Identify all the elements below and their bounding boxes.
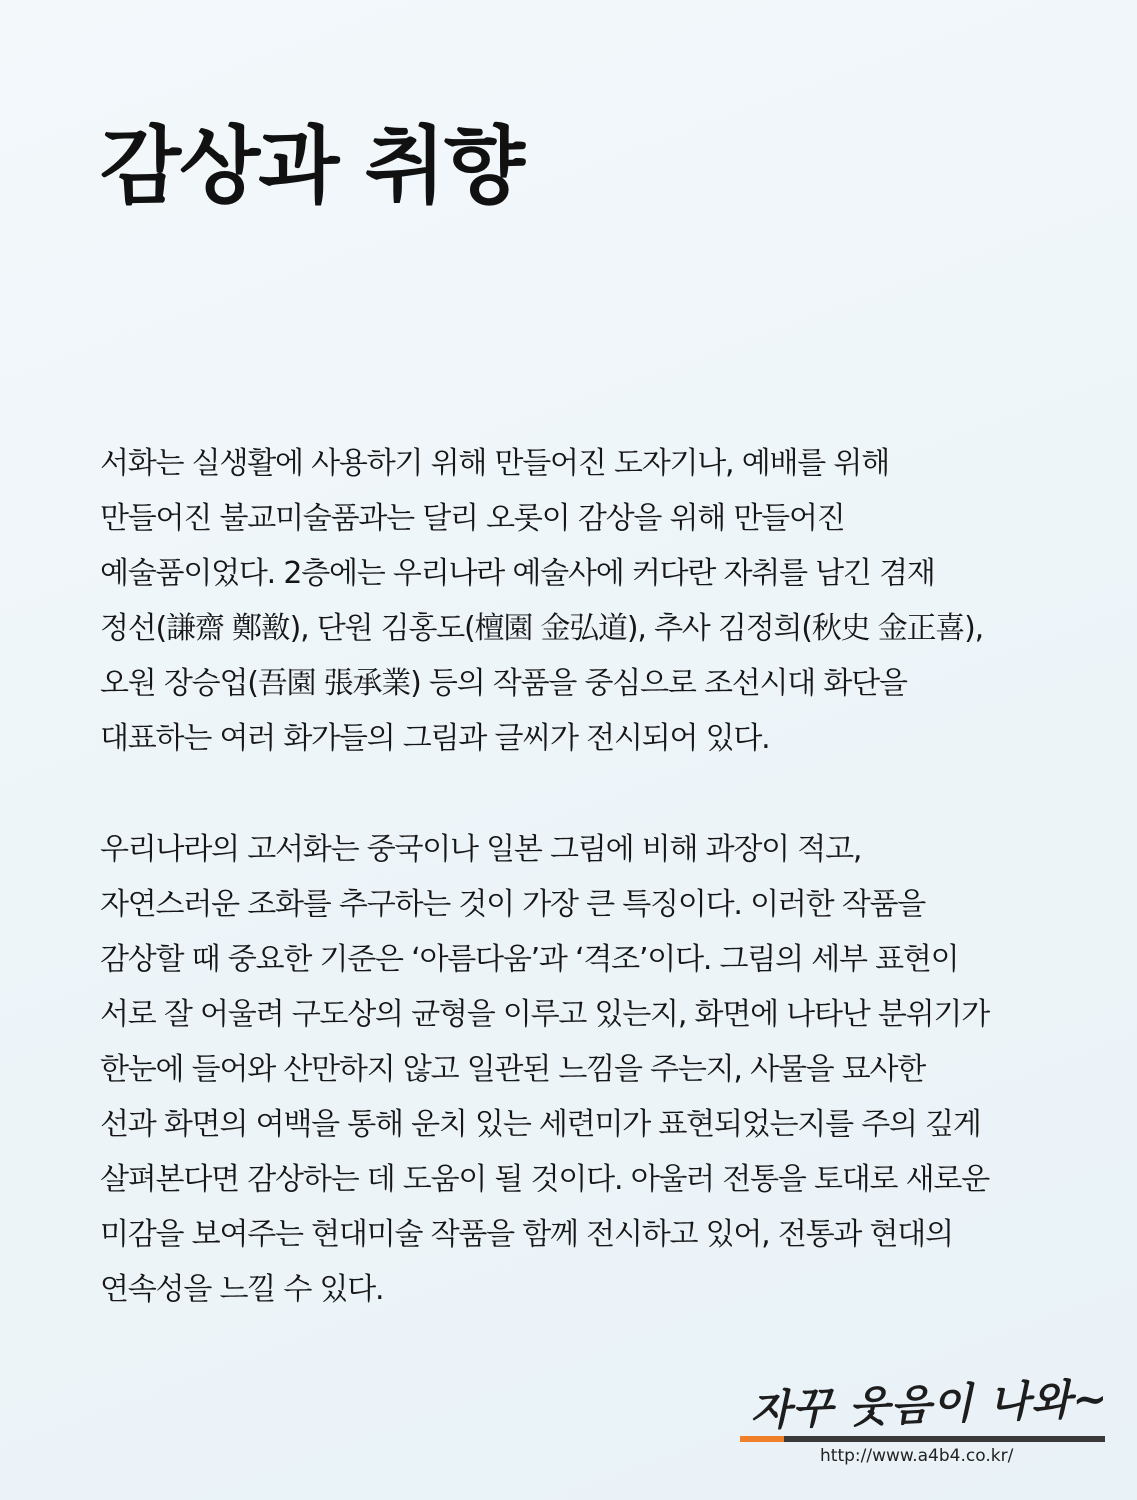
paragraph-line: 예술품이었다. 2층에는 우리나라 예술사에 커다란 자취를 남긴 겸재 <box>100 556 935 591</box>
paragraph-line: 한눈에 들어와 산만하지 않고 일관된 느낌을 주는지, 사물을 묘사한 <box>100 1052 926 1087</box>
panel-title: 감상과 취향 <box>100 117 523 215</box>
paragraph-line: 살펴본다면 감상하는 데 도움이 될 것이다. 아울러 전통을 토대로 새로운 <box>100 1162 989 1197</box>
paragraph-line: 정선(謙齋 鄭敾), 단원 김홍도(檀園 金弘道), 추사 김정희(秋史 金正喜), <box>100 611 983 646</box>
paragraph-line: 미감을 보여주는 현대미술 작품을 함께 전시하고 있어, 전통과 현대의 <box>100 1217 953 1252</box>
watermark-divider <box>740 1436 1105 1442</box>
watermark-logo: 자꾸 웃음이 나와~ <box>749 1373 1110 1436</box>
paragraph-line: 대표하는 여러 화가들의 그림과 글씨가 전시되어 있다. <box>100 721 770 756</box>
paragraph-line: 감상할 때 중요한 기준은 ‘아름다움’과 ‘격조’이다. 그림의 세부 표현이 <box>100 942 959 977</box>
paragraph-line: 선과 화면의 여백을 통해 운치 있는 세련미가 표현되었는지를 주의 깊게 <box>100 1107 981 1142</box>
paragraph-line: 서로 잘 어울려 구도상의 균형을 이루고 있는지, 화면에 나타난 분위기가 <box>100 997 989 1032</box>
watermark <box>740 1372 1115 1472</box>
paragraph-2 <box>100 822 1090 1317</box>
paragraph-1 <box>100 436 1090 766</box>
paragraph-line: 연속성을 느낄 수 있다. <box>100 1272 384 1307</box>
paragraph-line: 오원 장승업(吾園 張承業) 등의 작품을 중심으로 조선시대 화단을 <box>100 666 907 701</box>
paragraph-line: 서화는 실생활에 사용하기 위해 만들어진 도자기나, 예배를 위해 <box>100 446 889 481</box>
watermark-url: http://www.a4b4.co.kr/ <box>820 1446 1014 1466</box>
paragraph-line: 만들어진 불교미술품과는 달리 오롯이 감상을 위해 만들어진 <box>100 501 845 536</box>
paragraph-line: 우리나라의 고서화는 중국이나 일본 그림에 비해 과장이 적고, <box>100 832 862 867</box>
paragraph-line: 자연스러운 조화를 추구하는 것이 가장 큰 특징이다. 이러한 작품을 <box>100 887 926 922</box>
